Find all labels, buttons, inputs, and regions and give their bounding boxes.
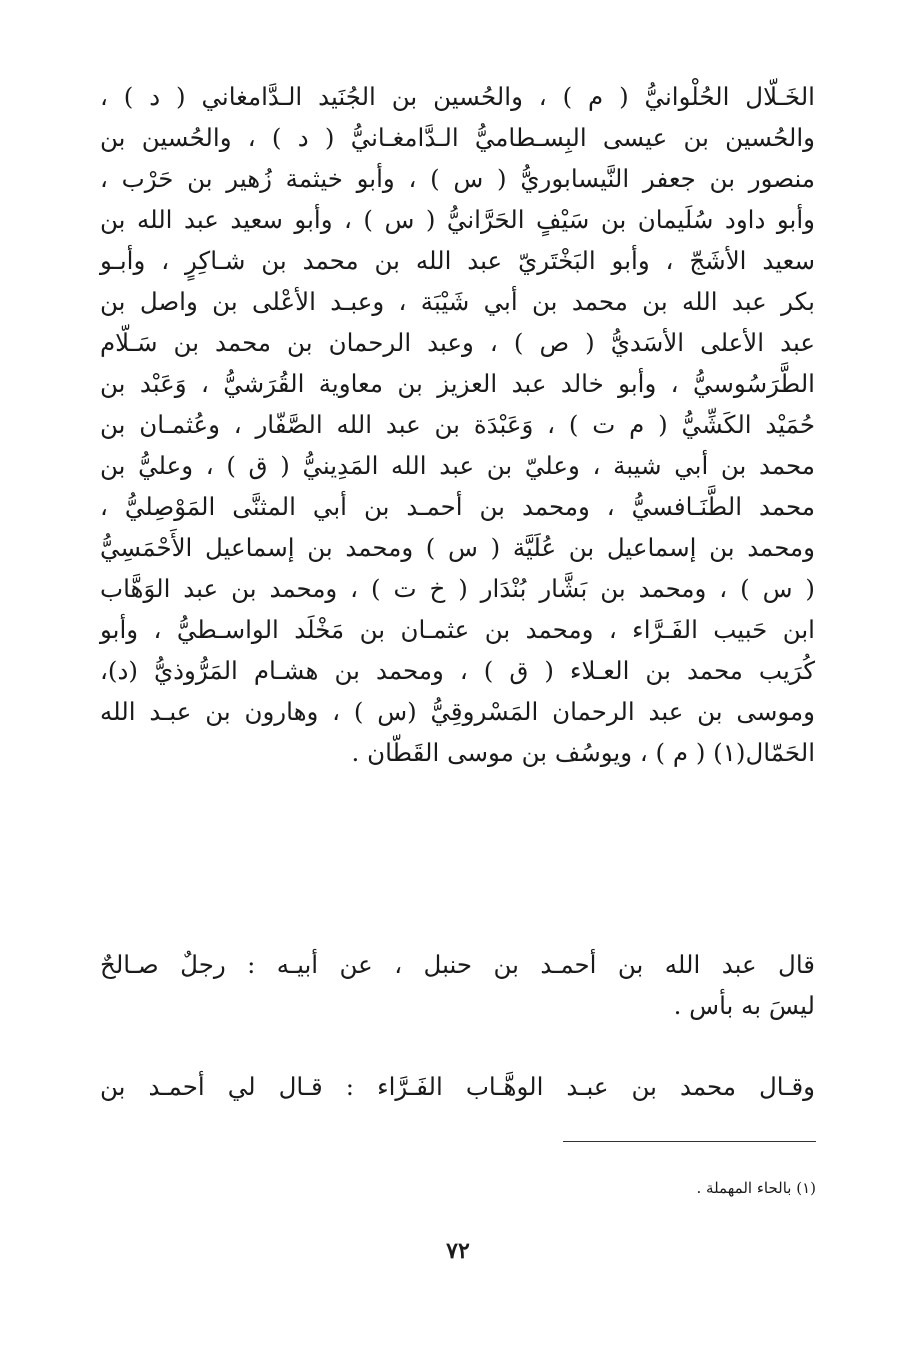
text-line: محمد بن أبي شيبة ، وعليّ بن عبد الله المَدِينيُّ ( ق ) ، وعليُّ بن xyxy=(100,451,815,480)
text-line: بكر عبد الله بن محمد بن أبي شَيْبَة ، وعبـد الأعْلى بن واصل بن xyxy=(100,287,815,316)
text-line: كُرَيب محمد بن العـلاء ( ق ) ، ومحمد بن هشـام المَرُّوذيُّ (د)، xyxy=(100,656,815,685)
text-line: والحُسين بن عيسى البِسـطاميُّ الـدَّامغـانيُّ ( د ) ، والحُسين بن xyxy=(100,123,815,152)
footnote-separator xyxy=(563,1141,816,1142)
third-paragraph xyxy=(100,1066,815,1107)
text-line: منصور بن جعفر النَّيسابوريُّ ( س ) ، وأبو خيثمة زُهير بن حَرْب ، xyxy=(100,164,815,193)
text-line: عبد الأعلى الأسَديُّ ( ص ) ، وعبد الرحمان بن محمد بن سَـلّام xyxy=(100,328,815,357)
text-line: الخَـلّال الحُلْوانيُّ ( م ) ، والحُسين بن الجُنَيد الـدَّامغاني ( د ) ، xyxy=(100,82,815,111)
text-line: وأبو داود سُلَيمان بن سَيْفٍ الحَرَّانيُّ ( س ) ، وأبو سعيد عبد الله بن xyxy=(100,205,815,234)
footnote: (١) بالحاء المهملة . xyxy=(696,1179,816,1197)
page-number: ٧٢ xyxy=(446,1238,470,1264)
text-line: ومحمد بن إسماعيل بن عُلَيَّة ( س ) ومحمد بن إسماعيل الأَحْمَسِيُّ xyxy=(100,533,815,562)
second-paragraph xyxy=(100,944,815,1026)
text-line: ابن حَبيب الفَـرَّاء ، ومحمد بن عثمـان بن مَخْلَد الواسـطيُّ ، وأبو xyxy=(100,615,815,644)
text-line: حُمَيْد الكَشِّيُّ ( م ت ) ، وَعَبْدَة بن عبد الله الصَّفّار ، وعُثمـان بن xyxy=(100,410,815,439)
text-line: ليسَ به بأس . xyxy=(673,991,815,1020)
text-line: الطَّرَسُوسيُّ ، وأبو خالد عبد العزيز بن معاوية القُرَشيُّ ، وَعَبْد بن xyxy=(100,369,815,398)
main-paragraph xyxy=(100,76,815,773)
text-line: الحَمّال(١) ( م ) ، ويوسُف بن موسى القَطّان . xyxy=(351,738,815,767)
text-line: محمد الطَّنَـافسيُّ ، ومحمد بن أحمـد بن أبي المثنَّى المَوْصِليُّ ، xyxy=(100,492,815,521)
text-line: وقـال محمد بن عبـد الوهَّـاب الفَـرَّاء : قـال لي أحمـد بن xyxy=(100,1072,815,1101)
text-line: ( س ) ، ومحمد بن بَشَّار بُنْدَار ( خ ت ) ، ومحمد بن عبد الوَهَّاب xyxy=(100,574,815,603)
text-line: قال عبد الله بن أحمـد بن حنبل ، عن أبيـه : رجلٌ صـالحٌ xyxy=(100,950,815,979)
text-line: وموسى بن عبد الرحمان المَسْروقِيُّ (س ) ، وهارون بن عبـد الله xyxy=(100,697,815,726)
text-line: سعيد الأشَجّ ، وأبو البَخْتَريّ عبد الله بن محمد بن شـاكِرٍ ، وأبـو xyxy=(100,246,815,275)
